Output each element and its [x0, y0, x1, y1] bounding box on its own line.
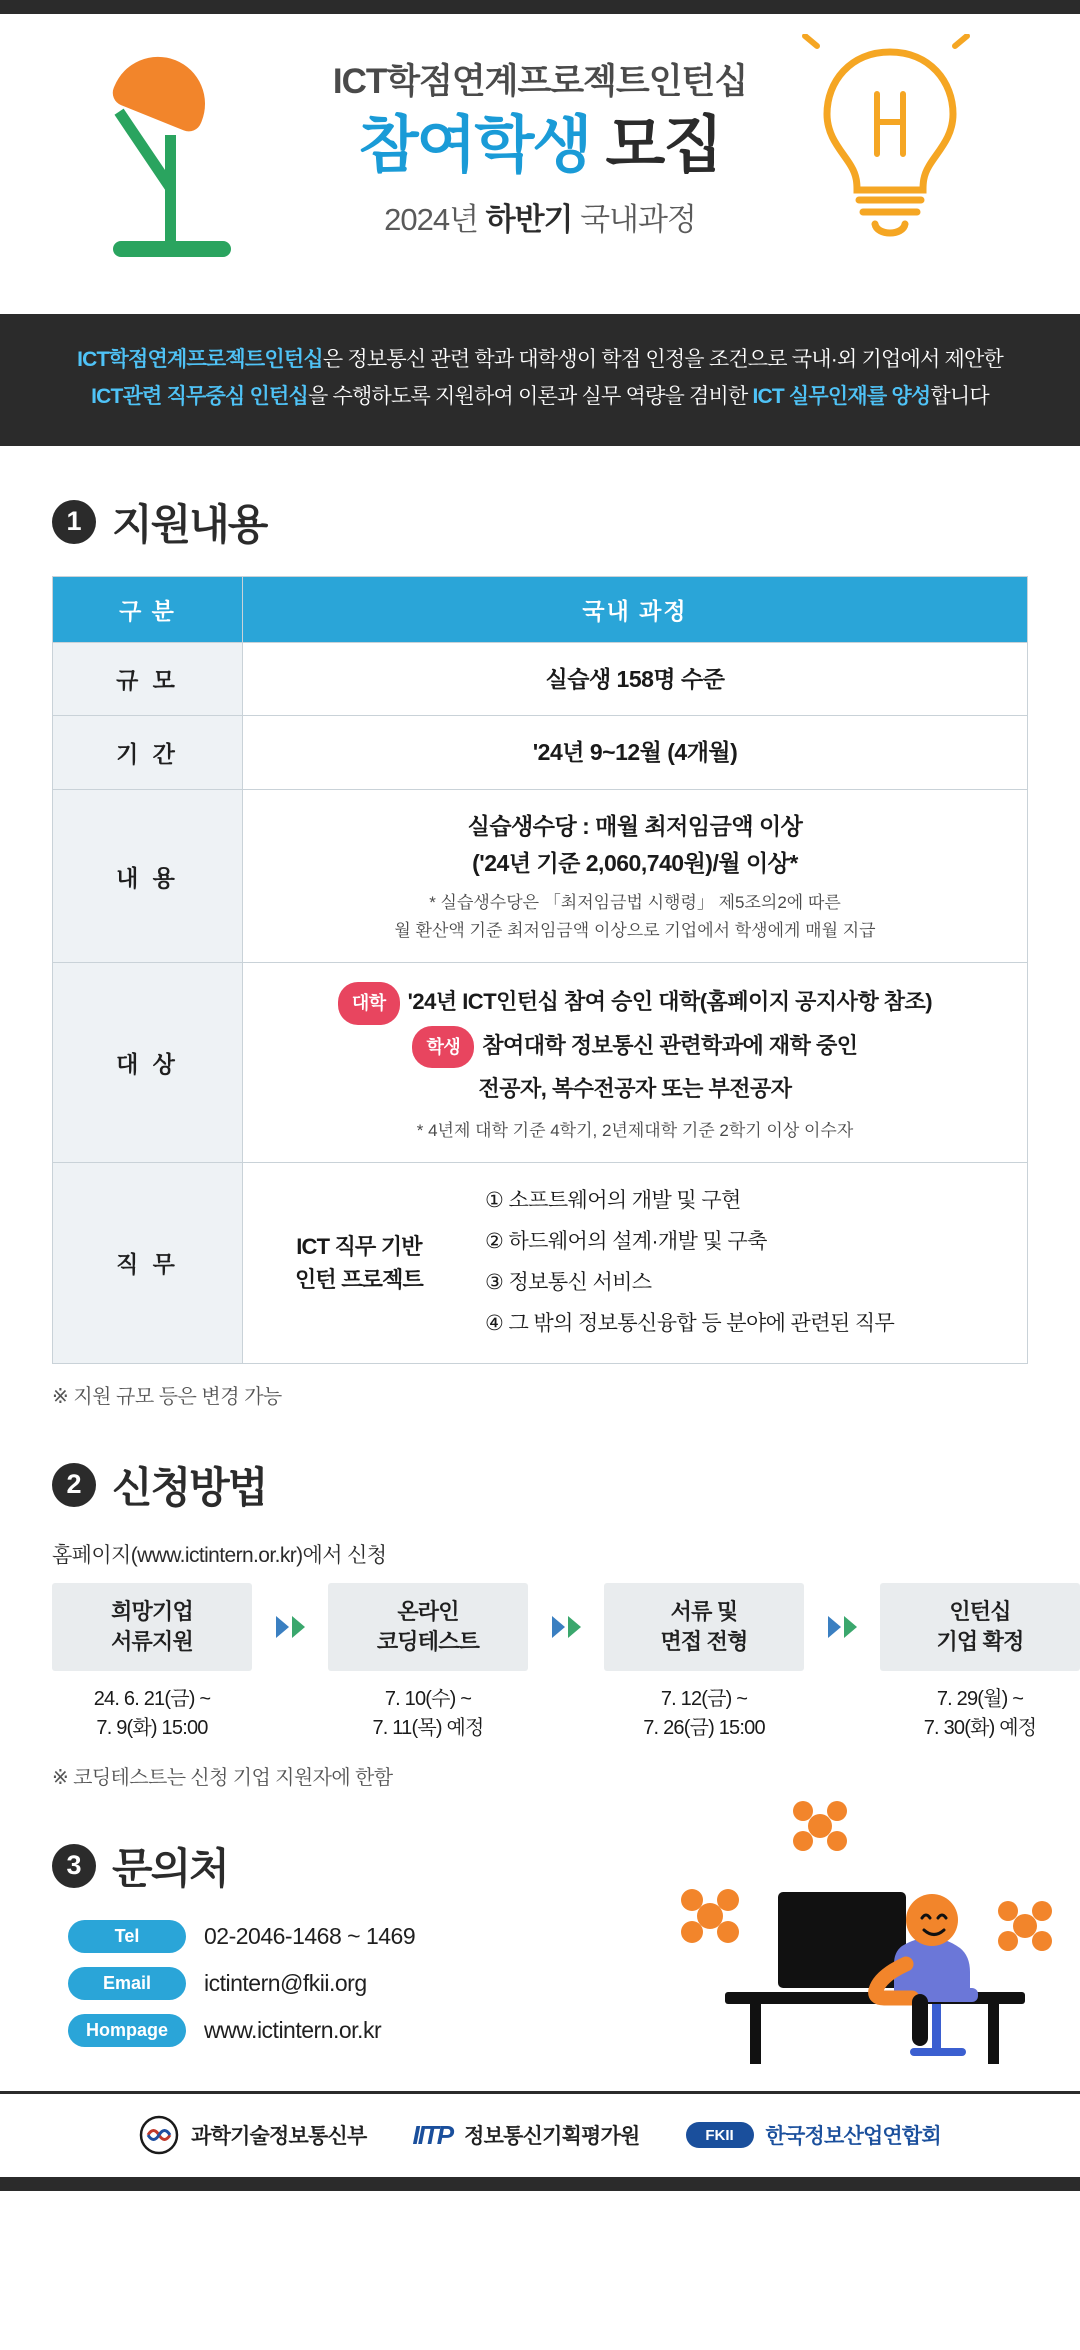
hero-title-rest: 모집: [605, 111, 722, 180]
intro-text-2: 을 수행하도록 지원하여 이론과 실무 역량을 겸비한: [308, 384, 753, 408]
step-box: [604, 1583, 804, 1671]
step-label-line-1: 서류 및: [670, 1599, 738, 1625]
hero-banner: [0, 14, 1080, 314]
step-label-line-1: 온라인: [397, 1599, 459, 1625]
hero-subtitle-bold: 하반기: [485, 202, 573, 238]
duty-label: [259, 1230, 459, 1296]
table-row: [53, 790, 1028, 963]
step-label-line-1: 희망기업: [111, 1599, 193, 1625]
section-2-title: 신청방법: [112, 1463, 267, 1511]
step-date-line-2: 7. 30(화) 예정: [923, 1716, 1037, 1739]
contact-label-homepage: Hompage: [68, 2014, 186, 2047]
target-note: * 4년제 대학 기준 4학기, 2년제대학 기준 2학기 이상 이수자: [416, 1120, 854, 1140]
step-arrow-icon: [252, 1583, 328, 1671]
section-application-method: [0, 1455, 1080, 1790]
target-student-text: 참여대학 정보통신 관련학과에 재학 중인: [482, 1032, 858, 1058]
row-value-scale: 실습생 158명 수준: [243, 642, 1028, 716]
step-date: [52, 1685, 252, 1743]
intro-highlight-3: ICT 실무인재를 양성: [752, 384, 931, 408]
target-university-line: [259, 981, 1011, 1024]
content-note-1: * 실습생수당은 「최저임금법 시행령」 제5조의2에 따른: [429, 892, 841, 912]
target-university-text: '24년 ICT인턴십 참여 승인 대학(홈페이지 공지사항 참조): [407, 989, 933, 1015]
step-label-line-2: 서류지원: [111, 1628, 193, 1654]
application-steps: [52, 1583, 1037, 1743]
duty-label-line-1: ICT 직무 기반: [296, 1233, 422, 1259]
table-row: [53, 642, 1028, 716]
step-arrow-icon: [528, 1583, 604, 1671]
hero-subtitle-pre: 2024년: [384, 202, 486, 238]
step-date: [328, 1685, 528, 1743]
step-date-line-2: 7. 26(금) 15:00: [643, 1716, 765, 1739]
intro-highlight-1: ICT학점연계프로젝트인턴십: [77, 348, 323, 371]
logo-fkii: [686, 2120, 941, 2150]
duty-item: ③ 정보통신 서비스: [485, 1270, 652, 1294]
row-label-content: 내 용: [53, 790, 243, 963]
duty-item: ② 하드웨어의 설계·개발 및 구축: [485, 1230, 767, 1254]
content-note-2: 월 환산액 기준 최저임금액 이상으로 기업에서 학생에게 매월 지급: [394, 921, 876, 941]
section-3-title: 문의처: [112, 1844, 228, 1892]
contact-value-email[interactable]: ictintern@fkii.org: [204, 1969, 367, 1996]
fkii-logo-icon: FKII: [686, 2122, 754, 2148]
hero-main-title: [0, 112, 1080, 180]
step-arrow-icon: [804, 1583, 880, 1671]
badge-student: 학생: [412, 1026, 474, 1068]
section-2-header: [52, 1455, 1028, 1515]
logo-iitp-text: 정보통신기획평가원: [464, 2125, 640, 2149]
duty-list: [485, 1181, 894, 1345]
row-label-period: 기 간: [53, 716, 243, 790]
step-date-line-1: 24. 6. 21(금) ~: [93, 1687, 211, 1710]
step-item: [604, 1583, 804, 1743]
step-date-line-1: 7. 29(월) ~: [936, 1687, 1024, 1710]
step-date-line-1: 7. 12(금) ~: [660, 1687, 748, 1710]
duty-label-line-2: 인턴 프로젝트: [294, 1266, 424, 1292]
duty-item: ① 소프트웨어의 개발 및 구현: [485, 1189, 741, 1213]
contact-value-tel: 02-2046-1468 ~ 1469: [204, 1922, 416, 1949]
content-line-2: ('24년 기준 2,060,740원)/월 이상*: [472, 849, 798, 876]
step-date: [604, 1685, 804, 1743]
gov-emblem-icon: [139, 2115, 179, 2155]
section-support-details: [0, 492, 1080, 1409]
section-1-number: 1: [52, 500, 96, 544]
row-label-target: 대 상: [53, 963, 243, 1163]
step-box: [880, 1583, 1080, 1671]
intro-description: [0, 314, 1080, 446]
contact-value-homepage[interactable]: www.ictintern.or.kr: [204, 2016, 382, 2043]
footer-logos: [0, 2091, 1080, 2177]
row-value-content: [243, 790, 1028, 963]
table-row: [53, 1163, 1028, 1364]
bottom-divider-bar: [0, 2177, 1080, 2191]
logo-ministry: [139, 2115, 366, 2155]
step-date-line-2: 7. 9(화) 15:00: [96, 1716, 208, 1739]
row-label-duty: 직 무: [53, 1163, 243, 1364]
hero-program-name: ICT학점연계프로젝트인턴십: [332, 62, 748, 101]
section-1-header: [52, 492, 1028, 552]
target-major-line: 전공자, 복수전공자 또는 부전공자: [478, 1075, 792, 1101]
hero-title-highlight: 참여학생: [358, 111, 591, 180]
support-footnote: ※ 지원 규모 등은 변경 가능: [52, 1385, 282, 1408]
section-3-number: 3: [52, 1844, 96, 1888]
step-date-line-1: 7. 10(수) ~: [384, 1687, 472, 1710]
table-header-course: 국내 과정: [243, 576, 1028, 642]
contact-label-tel: Tel: [68, 1920, 186, 1953]
step-date: [880, 1685, 1080, 1743]
application-note: ※ 코딩테스트는 신청 기업 지원자에 한함: [52, 1766, 393, 1789]
row-label-scale: 규 모: [53, 642, 243, 716]
step-label-line-2: 면접 전형: [660, 1628, 748, 1654]
step-label-line-2: 기업 확정: [936, 1628, 1024, 1654]
badge-university: 대학: [338, 982, 400, 1024]
table-header-row: [53, 576, 1028, 642]
hero-subtitle: [0, 194, 1080, 239]
step-label-line-2: 코딩테스트: [376, 1628, 480, 1654]
table-row: [53, 716, 1028, 790]
intro-text-1: 은 정보통신 관련 학과 대학생이 학점 인정을 조건으로 국내·외 기업에서 제안한: [322, 348, 1003, 371]
step-item: [880, 1583, 1080, 1743]
row-value-duty: [243, 1163, 1028, 1364]
top-divider-bar: [0, 0, 1080, 14]
step-item: [328, 1583, 528, 1743]
section-2-number: 2: [52, 1463, 96, 1507]
table-header-category: 구 분: [53, 576, 243, 642]
step-box: [328, 1583, 528, 1671]
row-value-period: '24년 9~12월 (4개월): [243, 716, 1028, 790]
application-subtitle: 홈페이지(www.ictintern.or.kr)에서 신청: [52, 1543, 387, 1567]
content-line-1: 실습생수당 : 매월 최저임금액 이상: [467, 813, 803, 840]
support-details-table: [52, 576, 1028, 1364]
section-1-title: 지원내용: [112, 500, 267, 548]
logo-fkii-text: 한국정보산업연합회: [765, 2125, 941, 2149]
logo-ministry-text: 과학기술정보통신부: [191, 2125, 367, 2149]
person-at-desk-illustration: [670, 1796, 1070, 2086]
hero-subtitle-post: 국내과정: [572, 202, 696, 238]
logo-iitp: [412, 2120, 639, 2151]
section-contact: [0, 1836, 1080, 2047]
step-item: [52, 1583, 252, 1743]
row-value-target: [243, 963, 1028, 1163]
target-student-line: [259, 1025, 1011, 1068]
step-label-line-1: 인턴십: [949, 1599, 1011, 1625]
table-row: [53, 963, 1028, 1163]
iitp-logo-icon: IITP: [412, 2119, 453, 2150]
duty-item: ④ 그 밖의 정보통신융합 등 분야에 관련된 직무: [485, 1311, 895, 1335]
intro-text-3: 합니다: [930, 384, 989, 408]
intro-highlight-2: ICT관련 직무중심 인턴십: [91, 384, 309, 408]
step-box: [52, 1583, 252, 1671]
step-date-line-2: 7. 11(목) 예정: [372, 1716, 484, 1739]
contact-label-email: Email: [68, 1967, 186, 2000]
